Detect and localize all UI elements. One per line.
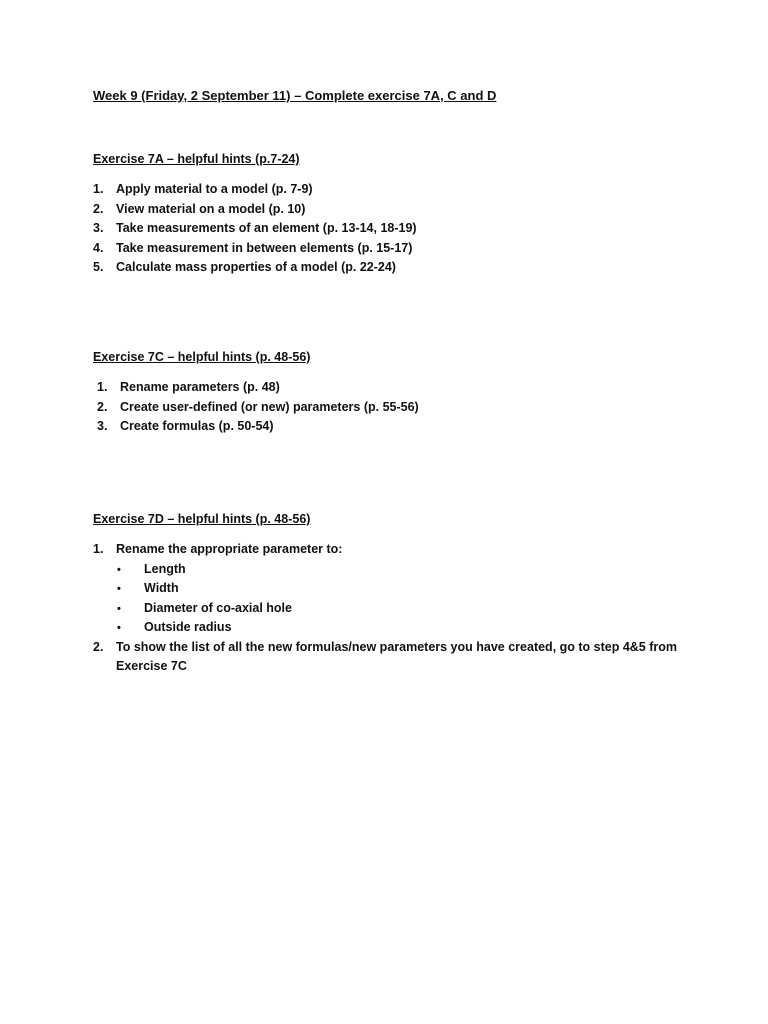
page-title: Week 9 (Friday, 2 September 11) – Complete exercise 7A, C and D (93, 88, 497, 103)
bullet-item: • Length (117, 561, 186, 576)
exercise-7d-list (93, 540, 677, 677)
bullet-item: • Outside radius (117, 620, 232, 634)
list-item: 1. Rename the appropriate parameter to: (93, 542, 343, 556)
list-item: 3. Take measurements of an element (p. 13-14, 18-19) (93, 221, 417, 235)
list-item: 3. Create formulas (p. 50-54) (97, 419, 274, 433)
section-heading-7d: Exercise 7D – helpful hints (p. 48-56) (93, 512, 311, 526)
parameter-bullet-list (93, 560, 677, 638)
list-item: 2. To show the list of all the new formulas/new parameters you have created, go to step 4&5 from (93, 639, 678, 654)
bullet-item: • Width (117, 581, 179, 595)
list-item: 2. View material on a model (p. 10) (93, 201, 306, 216)
bullet-group (93, 560, 677, 638)
list-item: 5. Calculate mass properties of a model (p. 22-24) (93, 260, 396, 274)
exercise-7c-list (97, 378, 419, 437)
list-item: 2. Create user-defined (or new) parameters (p. 55-56) (97, 399, 419, 414)
list-item: 4. Take measurement in between elements (p. 15-17) (93, 240, 413, 255)
exercise-7a-list (93, 180, 417, 278)
bullet-item: • Diameter of co-axial hole (117, 600, 292, 615)
section-heading-7a: Exercise 7A – helpful hints (p.7-24) (93, 152, 300, 166)
list-item: 1. Rename parameters (p. 48) (97, 380, 280, 394)
list-item: 1. Apply material to a model (p. 7-9) (93, 182, 313, 196)
section-heading-7c: Exercise 7C – helpful hints (p. 48-56) (93, 350, 311, 364)
list-item-continuation: Exercise 7C (116, 659, 187, 673)
